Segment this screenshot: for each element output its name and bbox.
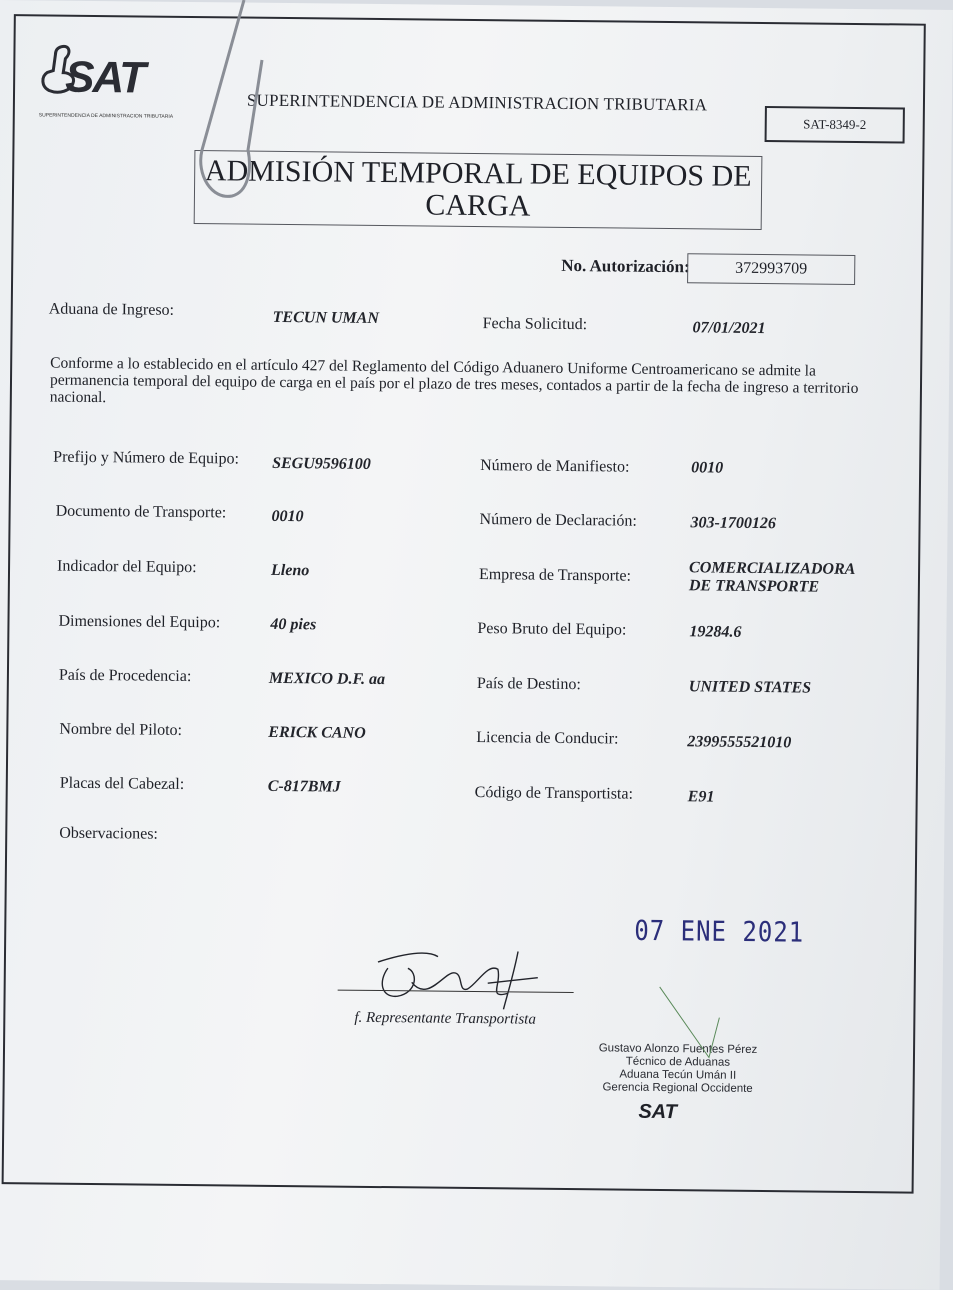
officer-name: Gustavo Alonzo Fuentes Pérez	[598, 1042, 758, 1056]
piloto-value: ERICK CANO	[268, 723, 366, 742]
documento-label: Documento de Transporte:	[55, 502, 227, 522]
prefijo-label: Prefijo y Número de Equipo:	[53, 448, 240, 468]
small-logo-text: SAT	[638, 1100, 678, 1124]
legal-paragraph: Conforme a lo establecido en el artículo 427 del Reglamento del Código Aduanero Uniforme Centroamericano se admite la permanencia temporal del equipo de carga en el país por el plazo de tres meses, contados a partir de la fecha de ingreso a territorio nacional.	[49, 354, 859, 407]
prefijo-value: SEGU9596100	[272, 454, 371, 473]
officer-title: Técnico de Aduanas	[625, 1055, 731, 1069]
declaracion-label: Número de Declaración:	[479, 511, 637, 530]
documento-value: 0010	[271, 507, 304, 526]
officer-region: Gerencia Regional Occidente	[602, 1081, 753, 1095]
logo-subtitle: SUPERINTENDENCIA DE ADMINISTRACION TRIBUTARIA	[38, 112, 174, 120]
indicador-label: Indicador del Equipo:	[56, 557, 197, 577]
codigo-label: Código de Transportista:	[474, 784, 634, 803]
small-sat-logo	[620, 1101, 712, 1132]
signature-label: f. Representante Transportista	[354, 1009, 536, 1028]
agency-name: SUPERINTENDENCIA DE ADMINISTRACION TRIBUTARIA	[246, 90, 708, 115]
empresa-value-line1: COMERCIALIZADORA	[689, 559, 856, 578]
logo-text: SAT	[64, 52, 145, 103]
procedencia-label: País de Procedencia:	[58, 666, 192, 686]
handwritten-signature	[367, 942, 548, 1014]
dimensiones-value: 40 pies	[270, 615, 317, 634]
title-line-2: CARGA	[425, 188, 531, 223]
manifiesto-value: 0010	[691, 459, 724, 477]
paper-clip-icon	[182, 0, 272, 210]
authorization-number: 372993709	[687, 253, 855, 285]
declaracion-value: 303-1700126	[690, 514, 776, 533]
title-line-1: ADMISIÓN TEMPORAL DE EQUIPOS DE	[204, 154, 752, 193]
destino-value: UNITED STATES	[688, 678, 812, 697]
codigo-value: E91	[687, 788, 715, 806]
manifiesto-label: Número de Manifiesto:	[480, 457, 630, 476]
document-title	[195, 155, 762, 225]
piloto-label: Nombre del Piloto:	[59, 720, 183, 739]
observaciones-label: Observaciones:	[59, 824, 159, 843]
peso-label: Peso Bruto del Equipo:	[477, 620, 627, 639]
licencia-value: 2399555521010	[687, 733, 792, 752]
sat-logo	[38, 42, 174, 123]
peso-value: 19284.6	[689, 623, 742, 641]
initials-mark	[649, 977, 790, 1098]
date-stamp: 07 ENE 2021	[634, 914, 805, 949]
placas-value: C-817BMJ	[267, 777, 341, 796]
form-code: SAT-8349-2	[765, 106, 905, 143]
procedencia-value: MEXICO D.F. aa	[268, 669, 386, 689]
fecha-label: Fecha Solicitud:	[482, 315, 588, 334]
placas-label: Placas del Cabezal:	[59, 774, 185, 793]
officer-office: Aduana Tecún Umán II	[619, 1068, 737, 1082]
indicador-value: Lleno	[270, 561, 310, 580]
aduana-label: Aduana de Ingreso:	[48, 300, 175, 319]
empresa-value-line2: DE TRANSPORTE	[688, 577, 820, 596]
empresa-label: Empresa de Transporte:	[478, 566, 632, 585]
document-title-box	[194, 150, 763, 230]
licencia-label: Licencia de Conducir:	[476, 729, 619, 748]
fecha-value: 07/01/2021	[692, 319, 766, 338]
destino-label: País de Destino:	[476, 675, 581, 694]
aduana-value: TECUN UMAN	[272, 308, 380, 327]
authorization-label: No. Autorización:	[561, 255, 690, 277]
dimensiones-label: Dimensiones del Equipo:	[58, 612, 221, 632]
